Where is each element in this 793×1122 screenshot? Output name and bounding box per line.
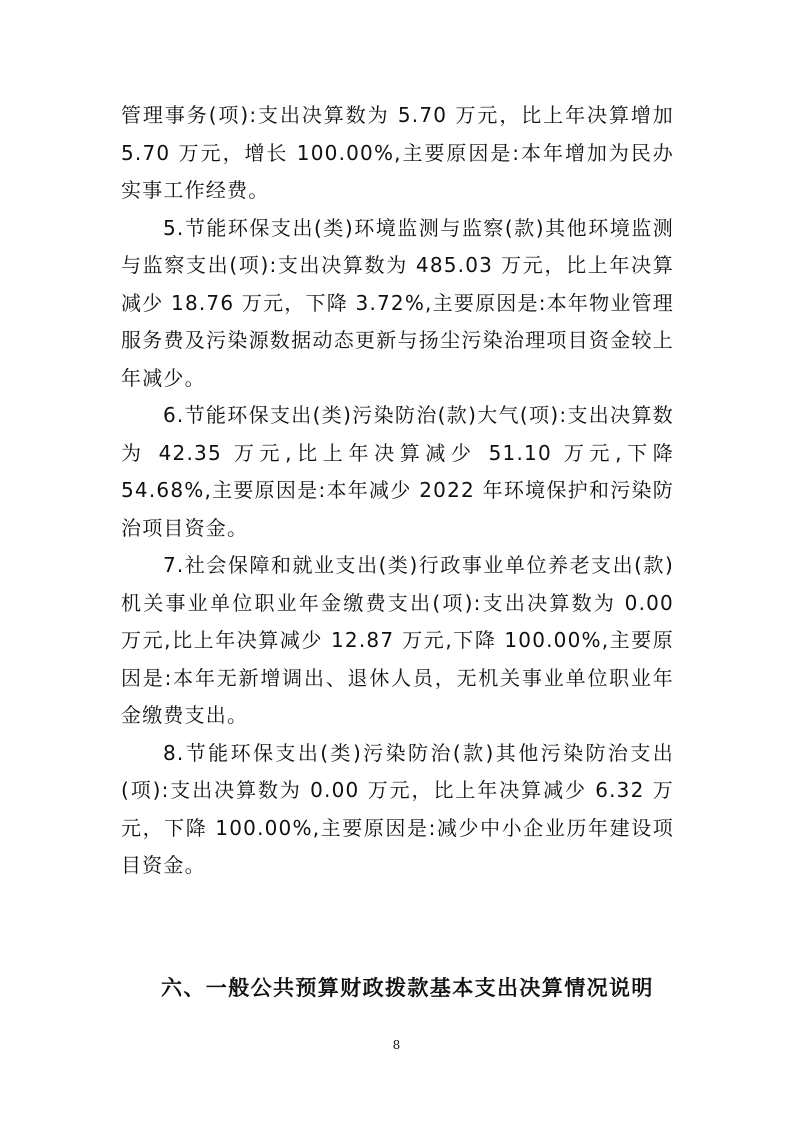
section-heading: 六、一般公共预算财政拨款基本支出决算情况说明	[161, 976, 654, 1000]
paragraph-5: 8.节能环保支出(类)污染防治(款)其他污染防治支出(项):支出决算数为 0.00 万元，比上年决算减少 6.32 万元，下降 100.00%,主要原因是:减少中小企业历年建设项目资金。	[121, 740, 674, 877]
paragraph-2: 5.节能环保支出(类)环境监测与监察(款)其他环境监测与监察支出(项):支出决算数为 485.03 万元，比上年决算减少 18.76 万元，下降 3.72%,主要原因是:本年物业管理服务费及污染源数据动态更新与扬尘污染治理项目资金较上年减少。	[121, 215, 674, 390]
body-text	[121, 97, 674, 885]
paragraph-3: 6.节能环保支出(类)污染防治(款)大气(项):支出决算数为 42.35 万元,比上年决算减少 51.10 万元,下降 54.68%,主要原因是:本年减少 2022 年环境保护和污染防治项目资金。	[121, 403, 674, 540]
paragraph-4: 7.社会保障和就业支出(类)行政事业单位养老支出(款)机关事业单位职业年金缴费支出(项):支出决算数为 0.00 万元,比上年决算减少 12.87 万元,下降 100.00%,主要原因是:本年无新增调出、退休人员，无机关事业单位职业年金缴费支出。	[121, 553, 674, 727]
paragraph-1: 管理事务(项):支出决算数为 5.70 万元，比上年决算增加 5.70 万元，增长 100.00%,主要原因是:本年增加为民办实事工作经费。	[121, 103, 674, 202]
page-number: 8	[392, 1038, 401, 1052]
